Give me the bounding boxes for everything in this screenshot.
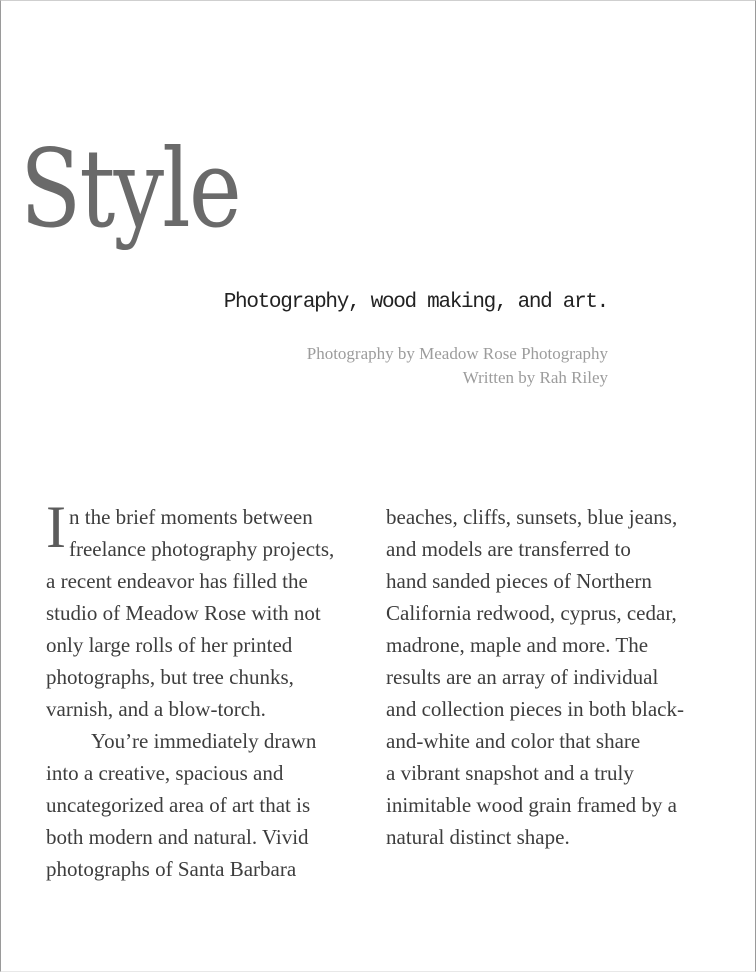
body-line: uncategorized area of art that is	[46, 793, 311, 817]
body-line: varnish, and a blow-torch.	[46, 697, 266, 721]
body-line: and-white and color that share	[386, 729, 641, 753]
body-line: photographs, but tree chunks,	[46, 665, 294, 689]
author-credit: Written by Rah Riley	[462, 368, 608, 387]
credits	[307, 342, 608, 390]
body-line: only large rolls of her printed	[46, 633, 293, 657]
body-line: and models are transferred to	[386, 537, 631, 561]
body-line: a recent endeavor has filled the	[46, 569, 308, 593]
body-line: inimitable wood grain framed by a	[386, 793, 677, 817]
body-line: photographs of Santa Barbara	[46, 857, 297, 881]
article-title: Style	[20, 127, 240, 252]
body-line: studio of Meadow Rose with not	[46, 601, 321, 625]
body-column-left	[46, 494, 366, 885]
photo-credit: Photography by Meadow Rose Photography	[306, 344, 608, 363]
body-line: natural distinct shape.	[386, 825, 570, 849]
body-line: into a creative, spacious and	[46, 761, 284, 785]
body-line: results are an array of individual	[386, 665, 659, 689]
body-line: California redwood, cyprus, cedar,	[386, 601, 677, 625]
drop-cap: I	[46, 494, 66, 560]
body-line: beaches, cliffs, sunsets, blue jeans,	[386, 505, 678, 529]
body-line: both modern and natural. Vivid	[46, 825, 309, 849]
body-line: You’re immediately drawn	[91, 729, 317, 753]
body-line: freelance photography projects,	[68, 537, 335, 561]
body-line: and collection pieces in both black-	[386, 697, 684, 721]
article-subtitle: Photography, wood making, and art.	[223, 291, 608, 314]
body-line: n the brief moments between	[68, 505, 313, 529]
body-line: madrone, maple and more. The	[386, 633, 649, 657]
body-line: a vibrant snapshot and a truly	[386, 761, 634, 785]
body-column-right	[386, 501, 716, 853]
body-line: hand sanded pieces of Northern	[386, 569, 652, 593]
